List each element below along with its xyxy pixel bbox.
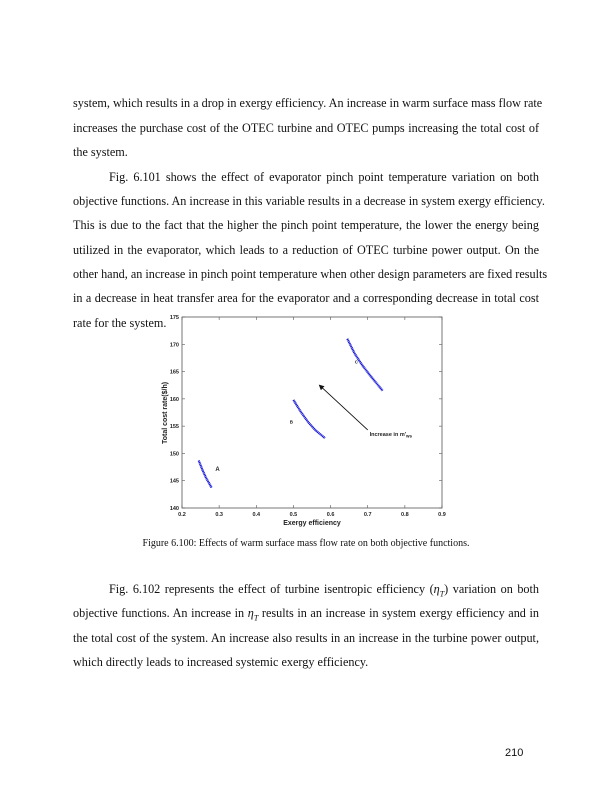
text-line: increases the purchase cost of the OTEC turbine and OTEC pumps increasing the total cost of: [73, 121, 539, 135]
series-b-curve: [293, 400, 325, 438]
x-tick-label: 0.4: [252, 512, 261, 518]
symbol-eta-t: [433, 582, 445, 599]
x-tick-label: 0.2: [178, 512, 186, 518]
annotation-subscript: ws: [406, 433, 413, 439]
text-span: Fig. 6.102 represents the effect of turbine isentropic efficiency (: [109, 582, 434, 596]
text-line: the system.: [73, 145, 128, 159]
y-tick-label: 155: [169, 424, 179, 431]
text-line: rate for the system.: [73, 316, 167, 330]
text-span: objective functions. An increase in: [73, 606, 248, 620]
y-tick-label: 150: [169, 451, 179, 458]
text-line: which directly leads to increased systemic exergy efficiency.: [73, 655, 369, 669]
eta: η: [247, 606, 254, 620]
y-tick-label: 145: [169, 478, 179, 485]
figure-chart: [150, 305, 450, 530]
x-tick-label: 0.8: [401, 512, 409, 518]
y-tick-label: 175: [169, 315, 179, 321]
y-tick-label: 160: [169, 396, 179, 403]
text-line: This is due to the fact that the higher the pinch point temperature, the lower the energy being: [73, 218, 539, 232]
text-line: [109, 582, 539, 601]
eta: η: [433, 582, 440, 596]
text-line: objective functions. An increase in this variable results in a decrease in system exergy efficiency.: [73, 194, 545, 208]
text-line: the total cost of the system. An increase also results in an increase in the turbine power output,: [73, 631, 539, 645]
subscript: T: [253, 613, 259, 623]
subscript: T: [439, 589, 445, 599]
page-number: 210: [505, 747, 524, 759]
x-tick-label: 0.6: [326, 512, 335, 518]
y-axis-label: Total cost rate($/h): [162, 381, 169, 445]
text-span: ) variation on both: [444, 582, 539, 596]
series-label-a: A: [215, 466, 220, 473]
x-tick-label: 0.9: [438, 512, 446, 518]
x-tick-label: 0.7: [363, 512, 372, 518]
y-tick-label: 140: [169, 506, 179, 512]
annotation-text: Increase in $m'_{ws}$: [369, 431, 413, 439]
text-line: utilized in the evaporator, which leads to a reduction of OTEC turbine power output. On the: [73, 243, 539, 257]
annotation-arrow: [319, 385, 367, 430]
text-line: system, which results in a drop in exergy efficiency. An increase in warm surface mass flow rate: [73, 96, 543, 110]
text-line: Fig. 6.101 shows the effect of evaporator pinch point temperature variation on both: [109, 170, 539, 184]
x-tick-label: 0.3: [215, 512, 223, 518]
text-line: other hand, an increase in pinch point temperature when other design parameters are fixed results: [73, 267, 548, 281]
symbol-eta-t: [247, 606, 259, 623]
y-tick-label: 170: [169, 342, 179, 349]
series-c-curve: [347, 339, 382, 391]
series-label-c: C: [354, 359, 358, 365]
text-line: [73, 606, 539, 625]
x-axis-label: Exergy efficiency: [283, 520, 341, 527]
series-label-b: B: [289, 419, 293, 425]
series-a-curve: [199, 461, 212, 488]
text-line: in a decrease in heat transfer area for the evaporator and a corresponding decrease in total cost: [73, 291, 539, 305]
y-tick-label: 165: [169, 369, 179, 376]
x-tick-label: 0.5: [289, 512, 298, 518]
figure-caption: Figure 6.100: Effects of warm surface mass flow rate on both objective functions.: [142, 538, 470, 549]
text-span: results in an increase in system exergy efficiency and in: [258, 606, 539, 620]
plot-frame: [182, 317, 442, 508]
